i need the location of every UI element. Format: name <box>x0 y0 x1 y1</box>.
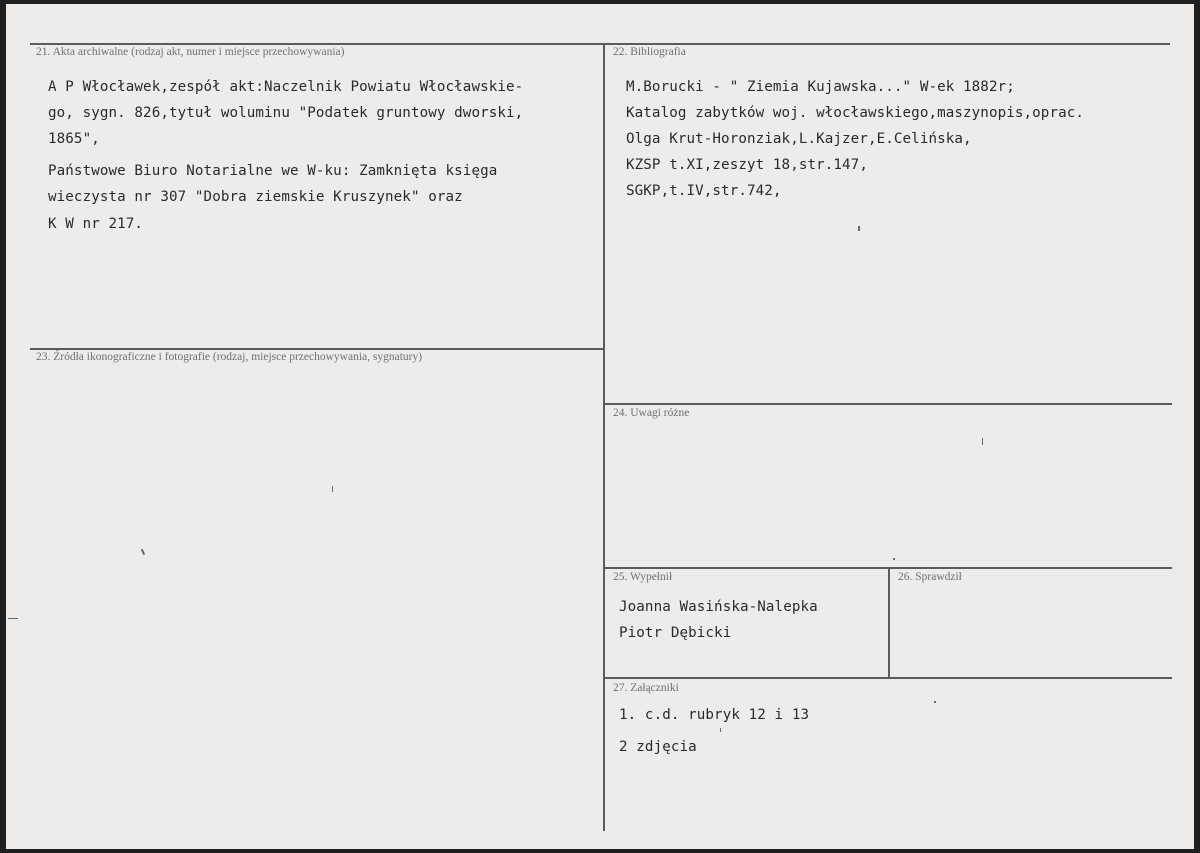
section-26-label: 26. Sprawdził <box>898 571 962 583</box>
ink-speck <box>720 728 721 732</box>
rule-21-23 <box>30 348 604 350</box>
record-card <box>6 4 1194 849</box>
section-22-label: 22. Bibliografia <box>613 46 686 58</box>
ink-speck <box>141 549 145 555</box>
section-27-label: 27. Załączniki <box>613 682 679 694</box>
divider-25-26 <box>888 567 890 678</box>
section-25-label: 25. Wypełnił <box>613 571 673 583</box>
section-23-label: 23. Źródła ikonograficzne i fotografie (rodzaj, miejsce przechowywania, sygnatury) <box>36 351 423 363</box>
ink-speck <box>893 558 895 560</box>
section-27-line: 1. c.d. rubryk 12 i 13 <box>619 707 810 723</box>
section-21-line: 1865", <box>48 131 100 147</box>
ink-speck <box>8 618 18 619</box>
section-22-line: Olga Krut-Horonziak,L.Kajzer,E.Celińska, <box>626 131 972 147</box>
top-rule <box>30 43 1170 45</box>
ink-speck <box>982 438 983 445</box>
section-24-label: 24. Uwagi różne <box>613 407 690 419</box>
section-27-line: 2 zdjęcia <box>619 739 697 755</box>
rule-22-24 <box>604 403 1172 405</box>
section-21-line: K W nr 217. <box>48 216 144 232</box>
section-22-line: SGKP,t.IV,str.742, <box>626 183 782 199</box>
center-divider <box>603 43 605 831</box>
section-21-line: Państwowe Biuro Notarialne we W-ku: Zamknięta księga <box>48 163 498 179</box>
section-21-label: 21. Akta archiwalne (rodzaj akt, numer i miejsce przechowywania) <box>36 46 345 58</box>
section-25-line: Joanna Wasińska-Nalepka <box>619 599 818 615</box>
ink-speck <box>858 226 860 231</box>
section-25-line: Piotr Dębicki <box>619 625 732 641</box>
section-22-line: KZSP t.XI,zeszyt 18,str.147, <box>626 157 868 173</box>
section-21-line: go, sygn. 826,tytuł woluminu "Podatek gruntowy dworski, <box>48 105 524 121</box>
section-21-line: wieczysta nr 307 "Dobra ziemskie Kruszynek" oraz <box>48 189 463 205</box>
ink-speck <box>934 701 936 703</box>
rule-25-27 <box>604 677 1172 679</box>
ink-speck <box>332 486 333 492</box>
section-22-line: Katalog zabytków woj. włocławskiego,maszynopis,oprac. <box>626 105 1085 121</box>
section-21-line: A P Włocławek,zespół akt:Naczelnik Powiatu Włocławskie- <box>48 79 524 95</box>
section-22-line: M.Borucki - " Ziemia Kujawska..." W-ek 1882r; <box>626 79 1015 95</box>
